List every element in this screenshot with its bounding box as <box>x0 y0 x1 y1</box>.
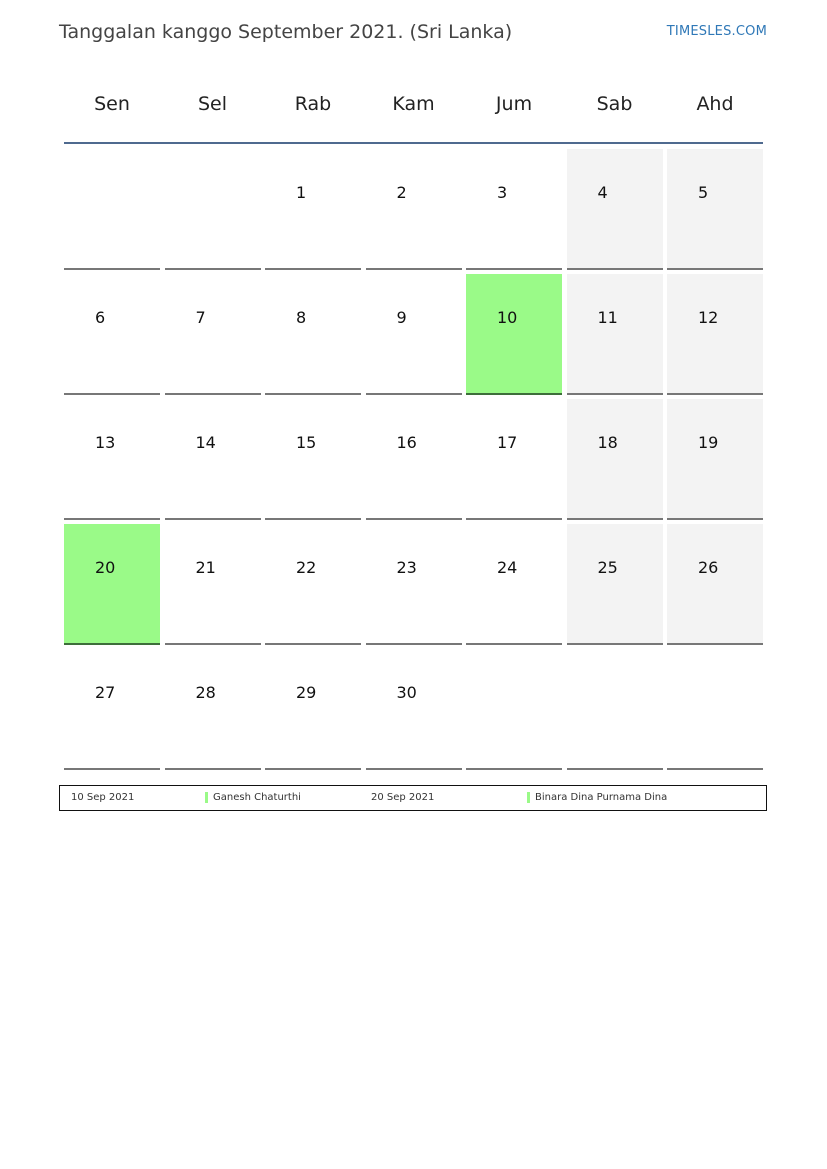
weekend-day-cell[interactable] <box>567 399 663 520</box>
day-cell[interactable] <box>366 149 462 270</box>
day-number: 22 <box>296 558 317 577</box>
empty-day-cell <box>667 649 763 770</box>
day-number: 14 <box>195 433 216 452</box>
day-number: 24 <box>497 558 518 577</box>
day-number: 8 <box>296 308 307 327</box>
holiday-day-cell[interactable] <box>466 274 562 395</box>
weekend-day-cell[interactable] <box>667 274 763 395</box>
weekend-day-cell[interactable] <box>667 524 763 645</box>
weekday-label: Kam <box>392 93 435 115</box>
day-number: 26 <box>698 558 719 577</box>
day-cell[interactable] <box>64 649 160 770</box>
header-divider <box>64 142 763 144</box>
legend-holiday-name: Ganesh Chaturthi <box>213 792 301 803</box>
day-cell[interactable] <box>165 274 261 395</box>
day-cell[interactable] <box>265 649 361 770</box>
day-number: 21 <box>195 558 216 577</box>
day-cell[interactable] <box>165 399 261 520</box>
calendar-grid <box>64 149 763 774</box>
day-number: 23 <box>396 558 417 577</box>
weekday-label: Jum <box>495 93 533 115</box>
weekday-header <box>64 74 763 134</box>
day-cell[interactable] <box>265 274 361 395</box>
weekend-day-cell[interactable] <box>667 149 763 270</box>
weekday-label: Sen <box>94 93 130 115</box>
day-number: 28 <box>195 683 216 702</box>
day-number: 3 <box>497 183 508 202</box>
legend-date: 10 Sep 2021 <box>71 792 135 803</box>
day-number: 13 <box>95 433 116 452</box>
holiday-day-cell[interactable] <box>64 524 160 645</box>
day-number: 25 <box>597 558 618 577</box>
weekday-label: Rab <box>294 93 332 115</box>
weekend-day-cell[interactable] <box>567 149 663 270</box>
day-cell[interactable] <box>466 399 562 520</box>
empty-day-cell <box>567 649 663 770</box>
day-cell[interactable] <box>165 524 261 645</box>
day-cell[interactable] <box>366 399 462 520</box>
day-number: 5 <box>698 183 709 202</box>
day-cell[interactable] <box>366 649 462 770</box>
day-cell[interactable] <box>366 524 462 645</box>
calendar-week <box>64 149 763 274</box>
weekday-label: Sab <box>596 93 633 115</box>
day-number: 27 <box>95 683 116 702</box>
day-number: 19 <box>698 433 719 452</box>
day-number: 11 <box>597 308 618 327</box>
day-number: 1 <box>296 183 307 202</box>
holiday-color-swatch <box>527 792 530 803</box>
day-number: 12 <box>698 308 719 327</box>
day-cell[interactable] <box>265 399 361 520</box>
weekday-label: Ahd <box>696 93 734 115</box>
day-number: 4 <box>597 183 608 202</box>
weekend-day-cell[interactable] <box>567 524 663 645</box>
day-number: 18 <box>597 433 618 452</box>
day-cell[interactable] <box>265 524 361 645</box>
day-number: 10 <box>497 308 518 327</box>
weekend-day-cell[interactable] <box>567 274 663 395</box>
day-cell[interactable] <box>64 274 160 395</box>
page-title: Tanggalan kanggo September 2021. (Sri Lanka) <box>59 21 513 43</box>
weekday-label: Sel <box>197 93 228 115</box>
day-number: 17 <box>497 433 518 452</box>
legend-holiday-name: Binara Dina Purnama Dina <box>535 792 668 803</box>
holiday-legend <box>59 785 767 811</box>
day-cell[interactable] <box>366 274 462 395</box>
day-cell[interactable] <box>165 649 261 770</box>
weekend-day-cell[interactable] <box>667 399 763 520</box>
legend-date: 20 Sep 2021 <box>371 792 435 803</box>
day-cell[interactable] <box>466 149 562 270</box>
calendar-week <box>64 524 763 649</box>
calendar-week <box>64 399 763 524</box>
day-cell[interactable] <box>265 149 361 270</box>
day-cell[interactable] <box>466 524 562 645</box>
day-number: 29 <box>296 683 317 702</box>
day-number: 9 <box>396 308 407 327</box>
day-number: 20 <box>95 558 116 577</box>
brand-link[interactable]: TIMESLES.COM <box>666 24 767 39</box>
empty-day-cell <box>64 149 160 270</box>
day-cell[interactable] <box>64 399 160 520</box>
day-number: 7 <box>195 308 206 327</box>
empty-day-cell <box>466 649 562 770</box>
day-number: 6 <box>95 308 106 327</box>
empty-day-cell <box>165 149 261 270</box>
calendar-week <box>64 274 763 399</box>
calendar-week <box>64 649 763 774</box>
day-number: 30 <box>396 683 417 702</box>
day-number: 15 <box>296 433 317 452</box>
holiday-color-swatch <box>205 792 208 803</box>
day-number: 2 <box>396 183 407 202</box>
day-number: 16 <box>396 433 417 452</box>
